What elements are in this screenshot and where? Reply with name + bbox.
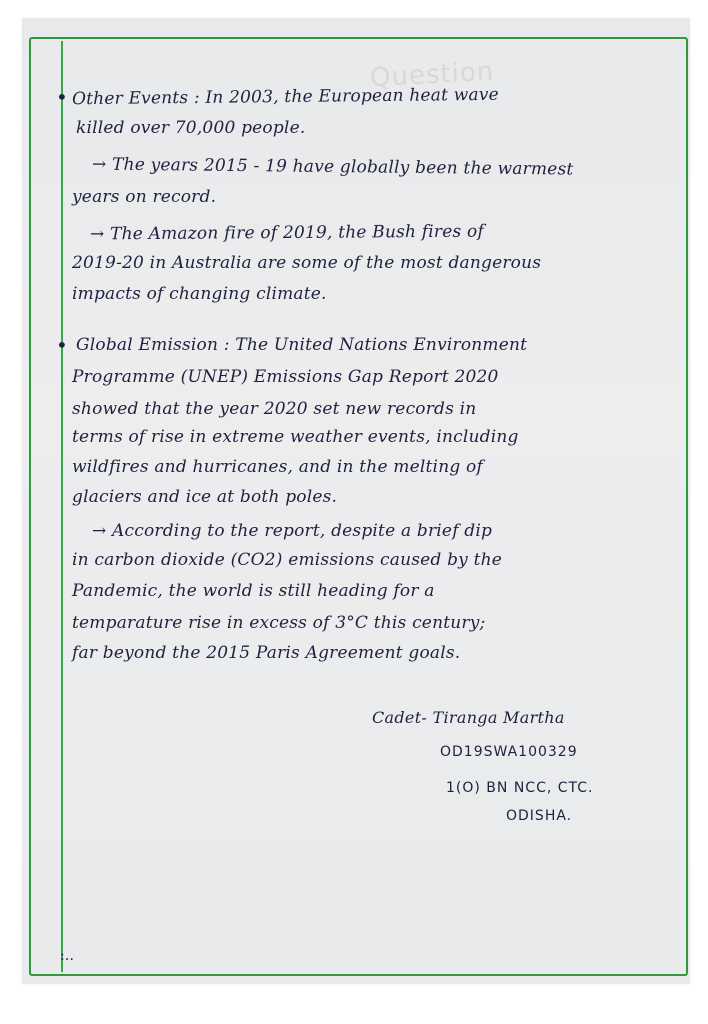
note-line: → The years 2015 - 19 have globally been the warmest [91, 154, 574, 180]
section-2-bullet: • [56, 333, 68, 357]
note-line: glaciers and ice at both poles. [72, 487, 338, 507]
note-line: temparature rise in excess of 3°C this century; [72, 613, 486, 633]
margin-ink-dots: :‥ [60, 948, 75, 964]
note-line: → According to the report, despite a brief dip [92, 521, 493, 541]
faded-watermark-text: Question [369, 56, 495, 94]
section-1-bullet: • [56, 85, 68, 109]
note-line: in carbon dioxide (CO2) emissions caused by the [72, 550, 503, 570]
note-line: → The Amazon fire of 2019, the Bush fires of [89, 221, 485, 245]
note-line: Other Events : In 2003, the European heat wave [71, 84, 499, 110]
note-line: 2019-20 in Australia are some of the most dangerous [72, 253, 542, 273]
signature-id: OD19SWA100329 [440, 744, 578, 760]
signature-unit: 1(O) BN NCC, CTC. [446, 780, 594, 796]
note-line: far beyond the 2015 Paris Agreement goals. [72, 643, 461, 663]
note-line: years on record. [72, 187, 217, 207]
note-line: Global Emission : The United Nations Environment [76, 335, 528, 355]
note-line: terms of rise in extreme weather events, including [72, 427, 519, 447]
note-line: Programme (UNEP) Emissions Gap Report 2020 [72, 367, 499, 387]
note-line: wildfires and hurricanes, and in the melting of [72, 457, 483, 477]
signature-state: ODISHA. [506, 808, 573, 824]
signature-name: Cadet- Tiranga Martha [372, 708, 565, 727]
note-line: Pandemic, the world is still heading for a [72, 581, 435, 601]
note-line: impacts of changing climate. [72, 284, 327, 304]
note-line: killed over 70,000 people. [76, 118, 306, 138]
note-line: showed that the year 2020 set new records in [72, 399, 477, 419]
